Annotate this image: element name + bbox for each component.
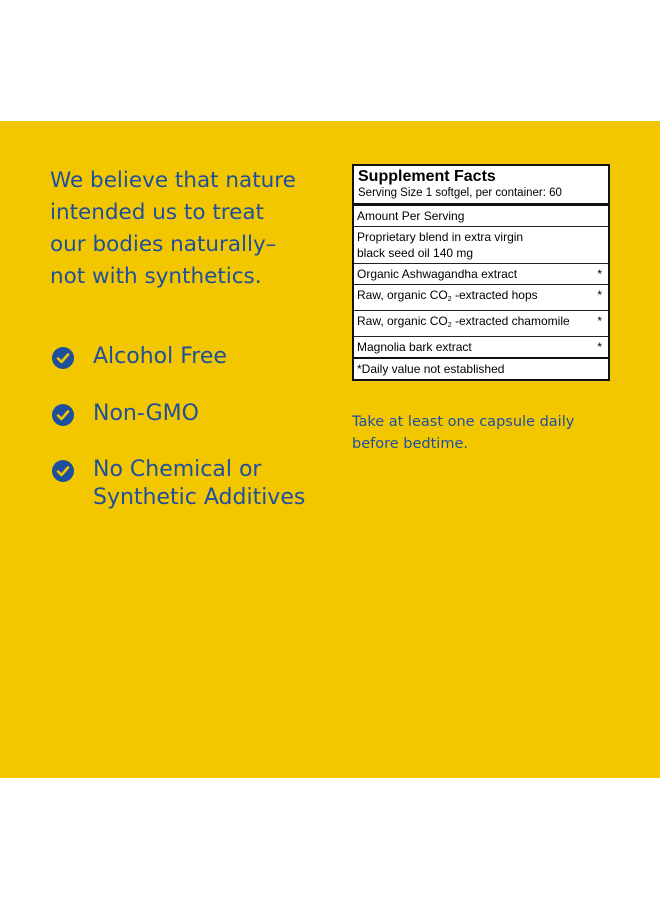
facts-title: Supplement Facts <box>358 168 496 185</box>
ingredient-row <box>354 311 608 337</box>
feature-non-gmo <box>52 400 199 428</box>
ingredient-name-suffix: -extracted hops <box>451 288 538 302</box>
ingredient-name: Magnolia bark extract <box>357 340 472 354</box>
check-circle-icon <box>52 404 74 426</box>
ingredient-name-suffix: -extracted chamomile <box>451 314 570 328</box>
daily-value-mark: * <box>597 314 602 328</box>
directions-line: Take at least one capsule daily <box>352 414 575 430</box>
check-circle-icon <box>52 460 74 482</box>
feature-label: Alcohol Free <box>93 344 227 369</box>
amount-per-serving-row <box>354 206 608 227</box>
feature-label: No Chemical or <box>93 457 262 482</box>
feature-label: Non-GMO <box>93 401 199 426</box>
intro-line: our bodies naturally– <box>50 232 277 257</box>
ingredient-name: Raw, organic CO <box>357 314 448 328</box>
facts-header <box>354 166 608 206</box>
ingredient-row <box>354 264 608 285</box>
intro-line: not with synthetics. <box>50 264 262 289</box>
intro-line: intended us to treat <box>50 200 264 225</box>
ingredient-name: Raw, organic CO <box>357 288 448 302</box>
blend-row <box>354 227 608 264</box>
feature-label: Synthetic Additives <box>93 485 306 510</box>
intro-line: We believe that nature <box>50 168 296 193</box>
subscript: 2 <box>447 296 452 303</box>
yellow-panel <box>0 121 660 778</box>
supplement-facts-panel <box>352 164 610 381</box>
feature-alcohol-free <box>52 343 227 371</box>
daily-value-mark: * <box>597 288 602 302</box>
directions-line: before bedtime. <box>352 436 468 452</box>
footnote-row <box>354 359 608 379</box>
ingredient-row <box>354 337 608 359</box>
feature-no-additives <box>52 456 305 512</box>
blend-line: black seed oil 140 mg <box>357 246 474 260</box>
daily-value-footnote: *Daily value not established <box>357 362 505 376</box>
directions-text <box>352 411 602 455</box>
intro-statement <box>50 165 310 293</box>
blend-line: Proprietary blend in extra virgin <box>357 230 524 244</box>
serving-size: Serving Size 1 softgel, per container: 60 <box>358 187 562 199</box>
check-circle-icon <box>52 347 74 369</box>
amount-header: Amount Per Serving <box>357 209 465 223</box>
ingredient-name: Organic Ashwagandha extract <box>357 267 518 281</box>
ingredient-row <box>354 285 608 311</box>
subscript: 2 <box>447 322 452 329</box>
daily-value-mark: * <box>597 340 602 354</box>
daily-value-mark: * <box>597 267 602 281</box>
